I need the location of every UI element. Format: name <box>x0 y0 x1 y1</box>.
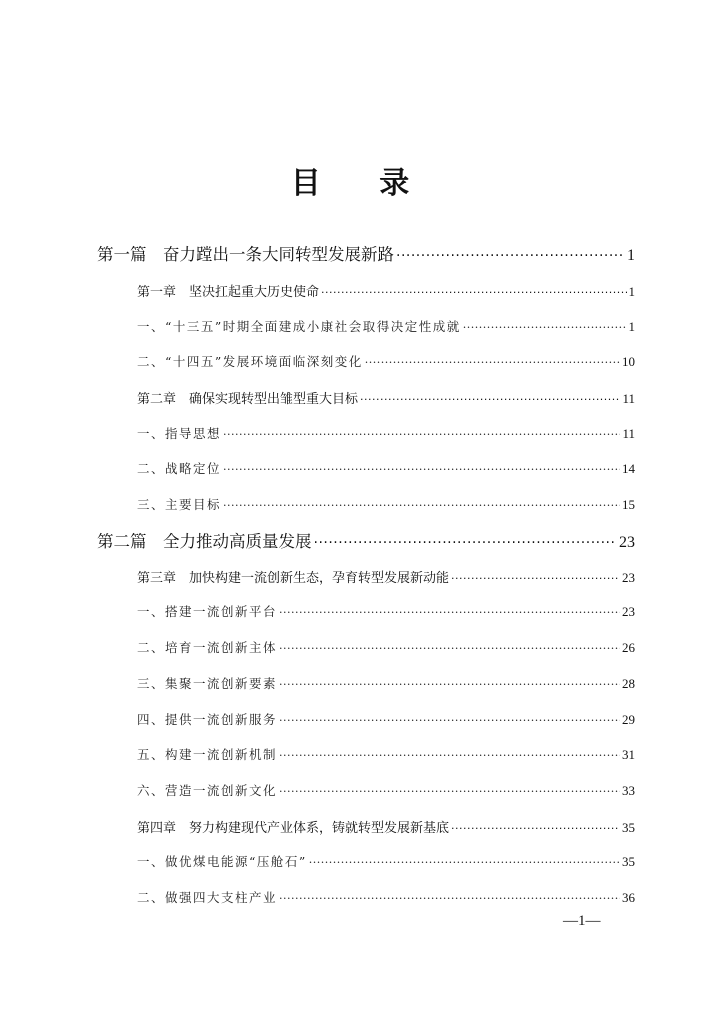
toc-chapter-3[interactable] <box>137 567 635 586</box>
toc-entry-label: 第二篇 全力推动高质量发展 <box>97 532 312 551</box>
toc-leader-dots <box>463 319 627 332</box>
toc-leader-dots <box>223 461 620 474</box>
toc-section[interactable] <box>137 852 635 870</box>
toc-leader-dots <box>396 244 625 261</box>
toc-entry-label: 一、“十三五”时期全面建成小康社会取得决定性成就 <box>137 319 461 334</box>
toc-leader-dots <box>451 819 620 832</box>
toc-page-number: 10 <box>622 354 635 369</box>
toc-page-number: 23 <box>622 570 635 585</box>
toc-section[interactable] <box>137 352 635 370</box>
toc-page-number: 11 <box>622 426 635 441</box>
toc-page-number: 31 <box>622 747 635 762</box>
toc-entry-label: 第一篇 奋力蹚出一条大同转型发展新路 <box>97 245 394 264</box>
toc-page-number: 35 <box>622 820 635 835</box>
toc-section[interactable] <box>137 317 635 335</box>
toc-leader-dots <box>365 354 620 367</box>
toc-entry-label: 三、集聚一流创新要素 <box>137 676 278 691</box>
toc-page-number: 29 <box>622 712 635 727</box>
toc-page-number: 1 <box>627 247 635 264</box>
toc-page-number: 1 <box>628 319 635 334</box>
toc-entry-label: 二、战略定位 <box>137 461 222 476</box>
toc-entry-label: 一、做优煤电能源“压舱石” <box>137 854 307 869</box>
toc-leader-dots <box>223 426 620 439</box>
toc-section[interactable] <box>137 495 635 513</box>
toc-entry-label: 二、做强四大支柱产业 <box>137 890 278 905</box>
toc-entry-label: 二、“十四五”发展环境面临深刻变化 <box>137 354 363 369</box>
toc-leader-dots <box>451 569 620 582</box>
toc-leader-dots <box>279 676 620 689</box>
toc-chapter-2[interactable] <box>137 388 635 407</box>
toc-section[interactable] <box>137 781 635 799</box>
toc-leader-dots <box>309 854 620 867</box>
toc-chapter-4[interactable] <box>137 817 635 836</box>
toc-entry-label: 六、营造一流创新文化 <box>137 783 278 798</box>
toc-entry-label: 一、指导思想 <box>137 426 222 441</box>
toc-page-number: 33 <box>622 783 635 798</box>
toc-entry-label: 第一章 坚决扛起重大历史使命 <box>137 285 320 300</box>
toc-section[interactable] <box>137 710 635 728</box>
toc-page-number: 23 <box>619 534 635 551</box>
toc-section[interactable] <box>137 424 635 442</box>
toc-leader-dots <box>279 890 620 903</box>
toc-page-number: 36 <box>622 890 635 905</box>
toc-entry-label: 三、主要目标 <box>137 497 222 512</box>
toc-section[interactable] <box>137 602 635 620</box>
toc-leader-dots <box>279 604 620 617</box>
toc-section[interactable] <box>137 638 635 656</box>
page-footer-number: —1— <box>563 913 601 929</box>
toc-entry-label: 第三章 加快构建一流创新生态，孕育转型发展新动能 <box>137 571 450 586</box>
toc-entry-label: 二、培育一流创新主体 <box>137 640 278 655</box>
toc-page-number: 26 <box>622 640 635 655</box>
toc-leader-dots <box>360 390 620 403</box>
toc-leader-dots <box>314 531 618 548</box>
toc-leader-dots <box>279 747 620 760</box>
toc-leader-dots <box>279 640 620 653</box>
toc-section[interactable] <box>137 674 635 692</box>
toc-page-number: 35 <box>622 854 635 869</box>
page-title: 目 录 <box>290 166 434 201</box>
toc-part-1[interactable] <box>97 241 635 265</box>
toc-section[interactable] <box>137 459 635 477</box>
toc-leader-dots <box>321 283 626 296</box>
toc-chapter-1[interactable] <box>137 281 635 300</box>
toc-entry-label: 第四章 努力构建现代产业体系，铸就转型发展新基底 <box>137 821 450 836</box>
toc-entry-label: 一、搭建一流创新平台 <box>137 604 278 619</box>
toc-page-number: 15 <box>622 497 635 512</box>
toc-page-number: 11 <box>622 391 635 406</box>
toc-page-number: 28 <box>622 676 635 691</box>
toc-part-2[interactable] <box>97 528 635 552</box>
toc-section[interactable] <box>137 888 635 906</box>
toc-entry-label: 五、构建一流创新机制 <box>137 747 278 762</box>
toc-leader-dots <box>223 497 620 510</box>
toc-page-number: 1 <box>628 284 635 299</box>
toc-entry-label: 第二章 确保实现转型出雏型重大目标 <box>137 392 359 407</box>
toc-entry-label: 四、提供一流创新服务 <box>137 712 278 727</box>
toc-section[interactable] <box>137 745 635 763</box>
toc-leader-dots <box>279 712 620 725</box>
toc-page-number: 14 <box>622 461 635 476</box>
toc-page-number: 23 <box>622 604 635 619</box>
toc-leader-dots <box>279 783 620 796</box>
